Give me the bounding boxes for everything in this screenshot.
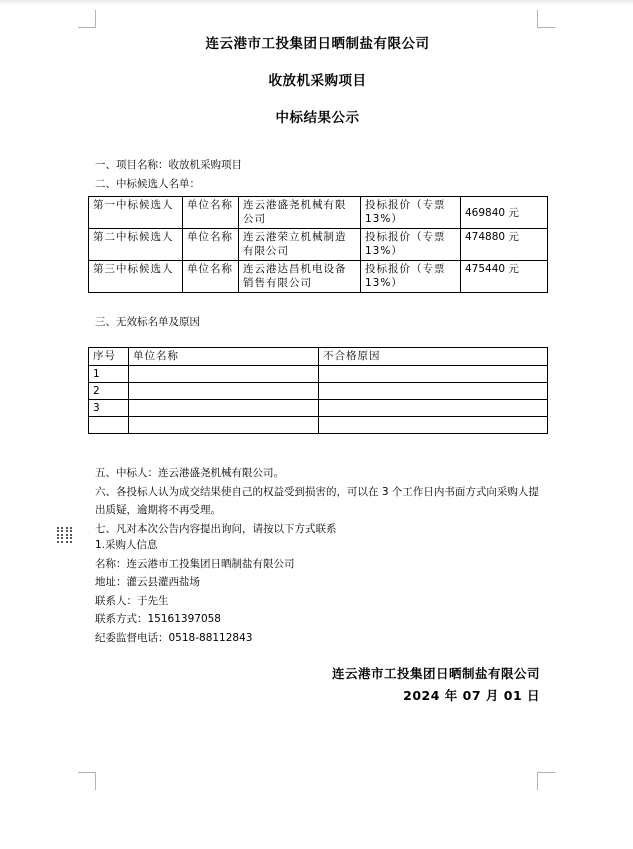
candidate-price: 475440 元 [461, 261, 548, 293]
seq-cell: 2 [89, 383, 129, 400]
price-label: 投标报价（专票13%） [361, 229, 461, 261]
reason-cell [319, 417, 548, 434]
table-row [89, 417, 548, 434]
unit-label: 单位名称 [183, 261, 239, 293]
title-announcement: 中标结果公示 [275, 110, 360, 126]
signature-date: 2024 年 07 月 01 日 [403, 688, 540, 703]
column-header-reason: 不合格原因 [319, 348, 548, 366]
table-row [89, 229, 548, 261]
unit-label: 单位名称 [183, 197, 239, 229]
supervision-phone: 纪委监督电话：0518-88112843 [95, 631, 253, 644]
candidate-price: 469840 元 [461, 197, 548, 229]
title-company: 连云港市工投集团日晒制盐有限公司 [205, 36, 430, 52]
candidates-table [88, 196, 548, 293]
buyer-address: 地址：灌云县灌西盐场 [95, 576, 200, 589]
candidate-company: 连云港荣立机械制造有限公司 [239, 229, 361, 261]
signature-block [88, 663, 540, 707]
table-row [89, 383, 548, 400]
reason-cell [319, 383, 548, 400]
seq-cell: 3 [89, 400, 129, 417]
unit-cell [129, 400, 319, 417]
document-title-block [88, 36, 547, 147]
crop-mark-bottom-right [537, 772, 555, 790]
buyer-info-block [95, 536, 547, 648]
invalid-bids-table [88, 347, 548, 434]
notice-paragraphs [95, 464, 547, 538]
column-header-unit: 单位名称 [129, 348, 319, 366]
price-label: 投标报价（专票13%） [361, 197, 461, 229]
section-inquiry: 七、凡对本次公告内容提出询问，请按以下方式联系 [95, 522, 337, 535]
crop-mark-top-left [78, 10, 96, 28]
section-winner: 五、中标人：连云港盛尧机械有限公司。 [95, 467, 284, 479]
table-row [89, 366, 548, 383]
candidate-rank: 第一中标候选人 [89, 197, 183, 229]
buyer-name: 名称：连云港市工投集团日晒制盐有限公司 [95, 557, 295, 570]
crop-mark-bottom-left [78, 772, 96, 790]
price-label: 投标报价（专票13%） [361, 261, 461, 293]
candidate-rank: 第三中标候选人 [89, 261, 183, 293]
buyer-contact-person: 联系人：于先生 [95, 594, 169, 607]
crop-mark-top-right [537, 10, 555, 28]
buyer-phone: 联系方式：15161397058 [95, 613, 221, 626]
reason-cell [319, 400, 548, 417]
section-objection: 六、各投标人认为成交结果使自己的权益受到损害的，可以在 3 个工作日内书面方式向采购人提出质疑，逾期将不再受理。 [95, 485, 539, 516]
table-header-row [89, 348, 548, 366]
candidate-price: 474880 元 [461, 229, 548, 261]
table-row [89, 261, 548, 293]
drag-handle-icon[interactable] [57, 527, 72, 544]
unit-cell [129, 417, 319, 434]
candidate-company: 连云港达昌机电设备销售有限公司 [239, 261, 361, 293]
signature-company: 连云港市工投集团日晒制盐有限公司 [331, 666, 540, 681]
section-invalid-heading: 三、无效标名单及原因 [95, 316, 200, 328]
title-project: 收放机采购项目 [268, 73, 367, 89]
column-header-seq: 序号 [89, 348, 129, 366]
candidate-rank: 第二中标候选人 [89, 229, 183, 261]
seq-cell: 1 [89, 366, 129, 383]
table-row [89, 400, 548, 417]
seq-cell [89, 417, 129, 434]
reason-cell [319, 366, 548, 383]
section-candidates-heading: 二、中标候选人名单： [95, 178, 200, 190]
table-row [89, 197, 548, 229]
unit-label: 单位名称 [183, 229, 239, 261]
unit-cell [129, 366, 319, 383]
candidate-company: 连云港盛尧机械有限公司 [239, 197, 361, 229]
buyer-info-heading: 1.采购人信息 [95, 539, 158, 551]
page-top-edge [0, 0, 633, 5]
unit-cell [129, 383, 319, 400]
section-project-name: 一、项目名称：收放机采购项目 [95, 159, 242, 171]
